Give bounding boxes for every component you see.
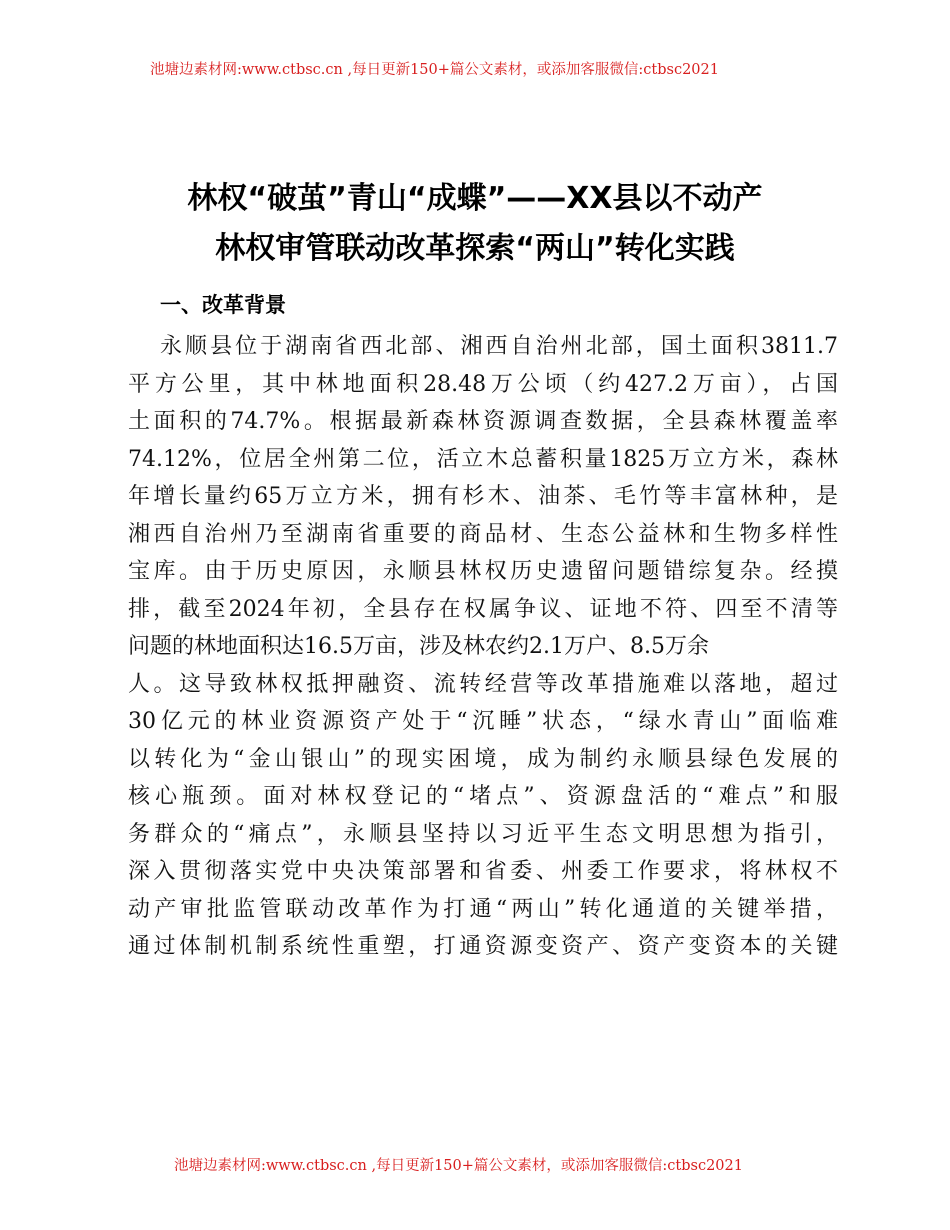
body-line: 深入贯彻落实党中央决策部署和省委、州委工作要求，将林权不 — [128, 859, 838, 884]
body-line: 土面积的74.7%。根据最新森林资源调查数据，全县森林覆盖率 — [128, 409, 838, 434]
body-line: 问题的林地面积达16.5万亩，涉及林农约2.1万户、8.5万余 — [128, 634, 709, 659]
body-line: 年增长量约65万立方米，拥有杉木、油茶、毛竹等丰富林种，是 — [128, 484, 838, 509]
body-line: 74.12%，位居全州第二位，活立木总蓄积量1825万立方米，森林 — [128, 446, 838, 472]
body-line: 以转化为“金山银山”的现实困境，成为制约永顺县绿色发展的 — [128, 746, 838, 772]
body-line: 30亿元的林业资源资产处于“沉睡”状态，“绿水青山”面临难 — [128, 709, 838, 734]
body-line: 动产审批监管联动改革作为打通“两山”转化通道的关键举措， — [128, 896, 838, 922]
body-line: 通过体制机制系统性重塑，打通资源变资产、资产变资本的关键 — [128, 934, 838, 959]
body-line: 宝库。由于历史原因，永顺县林权历史遗留问题错综复杂。经摸 — [128, 559, 838, 584]
watermark-header: 池塘边素材网:www.ctbsc.cn ,每日更新150+篇公文素材，或添加客服微信:ctbsc2021 — [150, 62, 719, 78]
body-line: 务群众的“痛点”，永顺县坚持以习近平生态文明思想为指引， — [128, 821, 838, 847]
body-line: 永顺县位于湖南省西北部、湘西自治州北部，国土面积3811.7 — [160, 334, 838, 359]
body-line: 排，截至2024年初，全县存在权属争议、证地不符、四至不清等 — [128, 596, 838, 622]
document-title-line-1: 林权“破茧”青山“成蝶”——XX县以不动产 — [187, 181, 763, 216]
watermark-footer: 池塘边素材网:www.ctbsc.cn ,每日更新150+篇公文素材，或添加客服微信:ctbsc2021 — [174, 1158, 743, 1174]
document-title-line-2: 林权审管联动改革探索“两山”转化实践 — [215, 231, 735, 266]
body-line: 湘西自治州乃至湖南省重要的商品材、生态公益林和生物多样性 — [128, 521, 838, 547]
body-line: 核心瓶颈。面对林权登记的“堵点”、资源盘活的“难点”和服 — [128, 784, 838, 809]
body-line: 平方公里，其中林地面积28.48万公顷（约427.2万亩），占国 — [128, 371, 838, 397]
body-paragraph — [128, 328, 838, 966]
section-heading-background: 一、改革背景 — [160, 293, 286, 317]
body-line: 人。这导致林权抵押融资、流转经营等改革措施难以落地，超过 — [128, 671, 838, 697]
